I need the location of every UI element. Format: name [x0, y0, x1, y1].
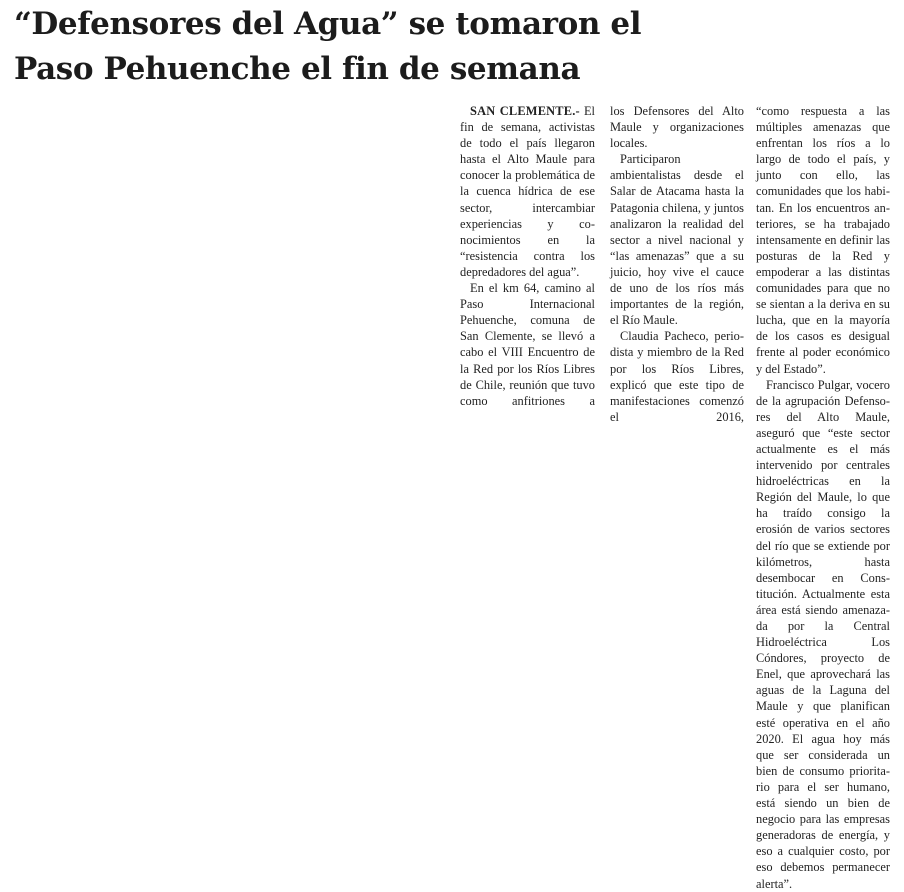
paragraph: Claudia Pacheco, periodista y miembro de la Red por los Ríos Libres, explicó que este tipo de manifestaciones comenzó el 2016,	[610, 329, 744, 424]
headline-line-1: “Defensores del Agua” se tomaron el	[14, 6, 642, 42]
paragraph: Participaron ambientalistas desde el Salar de Atacama hasta la Patagonia chilena, y juntos analizaron la realidad del sector a nivel nacional y “las amenazas” que a su juicio, hoy vive el cauce de uno de los ríos más importantes de la región, el Río Maule.	[610, 152, 744, 328]
article-column-1	[460, 103, 595, 409]
paragraph: los Defensores del Alto Maule y organizaciones locales.	[610, 104, 744, 151]
article-column-2	[610, 103, 744, 425]
paragraph: “como respuesta a las múltiples amenazas que enfrentan los ríos a lo largo de todo el país, y junto con ello, las comunidades que los habitan. En los encuentros anteriores, se ha trabajado intensamente en definir las posturas de la Red y empoderar a las distintas comunidades para que no se sientan a la deriva en su lucha, que en la mayoría de los casos es desigual frente al poder económico y del Estado”.	[756, 104, 890, 376]
article-column-3	[756, 103, 890, 892]
dateline: SAN CLEMENTE.-	[470, 104, 580, 118]
paragraph	[460, 103, 595, 280]
paragraph-text: El fin de semana, activistas de todo el país llegaron hasta el Alto Maule para conocer la problemática de la cuenca hídrica de ese sector, intercambiar experiencias y conocimientos en la “resistencia contra los depredadores del agua”.	[460, 104, 595, 279]
paragraph: En el km 64, camino al Paso Internacional Pehuenche, comuna de San Clemente, se llevó a cabo el VIII Encuentro de la Red por los Ríos Libres de Chile, reunión que tuvo como anfitriones a	[460, 281, 595, 408]
article-headline	[14, 2, 894, 92]
headline-line-2: Paso Pehuenche el fin de semana	[14, 51, 581, 87]
paragraph: Francisco Pulgar, vocero de la agrupación Defensores del Alto Maule, aseguró que “este sector actualmente es el más intervenido por centrales hidroeléctricas en la Región del Maule, lo que ha traído consigo la erosión de varios sectores del río que se extiende por kilómetros, hasta desembocar en Constitución. Actualmente esta área está siendo amenazada por la Central Hidroeléctrica Los Cóndores, proyecto de Enel, que aprovechará las aguas de la Laguna del Maule y que planifican esté operativa en el año 2020. El agua hoy más que ser considerada un bien de consumo prioritario para el ser humano, está siendo un bien de negocio para las empresas generadoras de energía, y eso a cualquier costo, por eso debemos permanecer alerta”.	[756, 377, 890, 891]
